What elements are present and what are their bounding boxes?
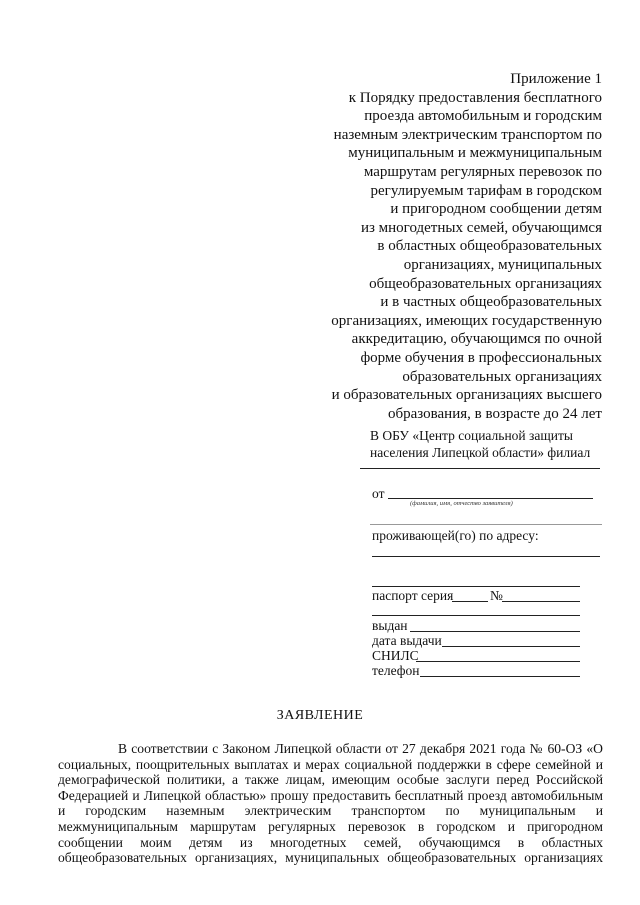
snils-label: СНИЛС xyxy=(372,648,419,663)
issued-label: выдан xyxy=(372,618,408,633)
paragraph-line: социальных, поощрительных выплатах и мерах социальной поддержки в сфере семейной и xyxy=(58,756,603,772)
phone-field[interactable] xyxy=(420,676,580,677)
appendix-line: организациях, муниципальных xyxy=(403,256,602,273)
passport-number-field[interactable] xyxy=(502,601,580,602)
appendix-line: общеобразовательных организациях xyxy=(369,275,602,292)
document-title: ЗАЯВЛЕНИЕ xyxy=(276,708,364,723)
appendix-line: аккредитацию, обучающимся по очной xyxy=(351,331,602,348)
paragraph-line: сообщении моим детям из многодетных семей, обучающимся в областных xyxy=(58,834,603,850)
address-field-2[interactable] xyxy=(372,586,580,587)
paragraph-line: межмуниципальным маршрутам регулярных перевозок в городском и пригородном xyxy=(58,818,603,834)
appendix-header xyxy=(282,70,602,423)
appendix-line: и пригородном сообщении детям xyxy=(390,201,602,218)
addressee-block xyxy=(370,427,600,461)
appendix-line: в областных общеобразовательных xyxy=(377,238,602,255)
appendix-line: к Порядку предоставления бесплатного xyxy=(348,89,602,106)
applicant-name-field-2[interactable] xyxy=(370,524,602,525)
addressee-line-2: населения Липецкой области» филиал xyxy=(370,445,591,460)
applicant-name-field[interactable] xyxy=(388,498,593,499)
appendix-line: муниципальным и межмуниципальным xyxy=(348,145,602,162)
passport-extra-field[interactable] xyxy=(372,615,580,616)
phone-label: телефон xyxy=(372,663,420,678)
passport-series-label: паспорт серия xyxy=(372,588,454,603)
applicant-name-hint: (фамилия, имя, отчество заявителя) xyxy=(410,500,513,507)
paragraph-line: Федерацией и Липецкой областью» прошу предоставить бесплатный проезд автомобильным xyxy=(58,787,603,803)
appendix-line: наземным электрическим транспортом по xyxy=(333,126,602,143)
paragraph-line: общеобразовательных организациях, муниципальных общеобразовательных организациях xyxy=(58,850,603,866)
appendix-line: и в частных общеобразовательных xyxy=(380,294,602,311)
appendix-line: из многодетных семей, обучающимся xyxy=(360,219,602,236)
residing-label: проживающей(го) по адресу: xyxy=(372,528,539,543)
paragraph-line: и городским наземным электрическим транспортом по муниципальным и xyxy=(58,803,603,819)
branch-name-field[interactable] xyxy=(360,468,600,469)
statement-body xyxy=(58,741,603,866)
appendix-line: образовательных организациях xyxy=(402,368,602,385)
passport-series-field[interactable] xyxy=(452,601,488,602)
addressee-line-1: В ОБУ «Центр социальной защиты xyxy=(370,428,573,443)
passport-number-label: № xyxy=(490,588,503,603)
appendix-line: Приложение 1 xyxy=(510,71,602,87)
paragraph-line: В соответствии с Законом Липецкой области от 27 декабря 2021 года № 60-ОЗ «О xyxy=(118,741,603,756)
issue-date-field[interactable] xyxy=(442,646,580,647)
appendix-line: образования, в возрасте до 24 лет xyxy=(388,405,602,422)
appendix-line: проезда автомобильным и городским xyxy=(364,108,602,125)
from-label: от xyxy=(372,486,385,501)
appendix-line: регулируемым тарифам в городском xyxy=(370,182,602,199)
paragraph-line: демографической политики, а также лицам, имеющим особые заслуги перед Российской xyxy=(58,772,603,788)
snils-field[interactable] xyxy=(416,661,580,662)
appendix-line: и образовательных организациях высшего xyxy=(331,387,602,404)
appendix-line: форме обучения в профессиональных xyxy=(360,349,602,366)
appendix-line: маршрутам регулярных перевозок по xyxy=(363,163,602,180)
address-field-1[interactable] xyxy=(372,556,600,557)
issued-field[interactable] xyxy=(410,631,580,632)
appendix-line: организациях, имеющих государственную xyxy=(331,312,602,329)
issue-date-label: дата выдачи xyxy=(372,633,442,648)
